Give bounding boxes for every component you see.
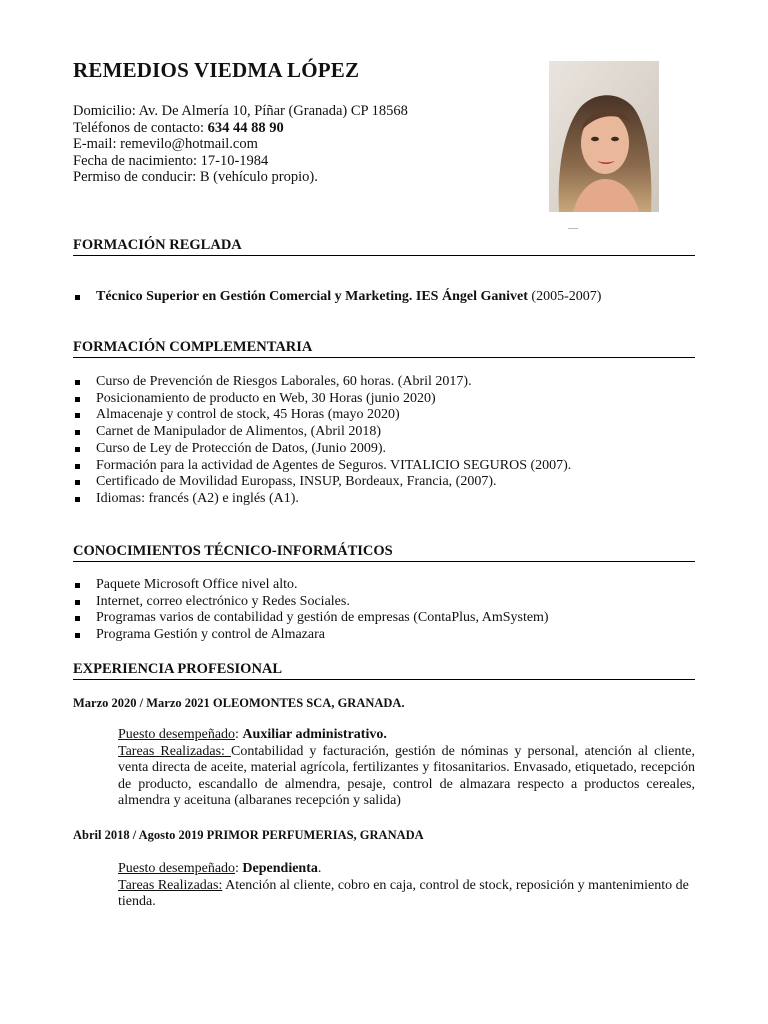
job-header-primor: Abril 2018 / Agosto 2019 PRIMOR PERFUMERIAS, GRANADA — [73, 828, 424, 842]
section-formacion-reglada: FORMACIÓN REGLADA — [73, 237, 695, 256]
list-item: Certificado de Movilidad Europass, INSUP, Bordeaux, Francia, (2007). — [73, 474, 703, 491]
job-body-primor — [118, 861, 695, 911]
tasks-text: Contabilidad y facturación, gestión de nóminas y personal, atención al cliente, venta directa de aceite, material agrícola, fertilizantes y fitosanitarios. Envasado, etiquetado, recepción de producto, escandallo de almendra, pesaje, control de almazara respecto a productos cereales, almendra y aceituna (albaranes recepción y salida) — [118, 743, 695, 809]
address: Domicilio: Av. De Almería 10, Píñar (Granada) CP 18568 — [73, 103, 408, 119]
candidate-name: REMEDIOS VIEDMA LÓPEZ — [73, 58, 360, 82]
tasks-paragraph — [118, 878, 695, 911]
section-formacion-complementaria: FORMACIÓN COMPLEMENTARIA — [73, 339, 695, 358]
position-line: Puesto desempeñado: Dependienta. — [118, 861, 322, 876]
formacion-complementaria-list — [73, 374, 703, 508]
photo-caption-mark — [568, 228, 578, 229]
position-line: Puesto desempeñado: Auxiliar administrativo. — [118, 727, 387, 742]
contact-block — [73, 103, 408, 186]
position-value: Auxiliar administrativo. — [242, 727, 387, 742]
email: E-mail: remevilo@hotmail.com — [73, 136, 258, 152]
section-experiencia: EXPERIENCIA PROFESIONAL — [73, 661, 695, 680]
tasks-label: Tareas Realizadas: — [118, 743, 232, 759]
formacion-reglada-list — [73, 289, 703, 306]
phone-value: 634 44 88 90 — [207, 119, 284, 136]
degree-years: (2005-2007) — [531, 289, 602, 304]
list-item: Curso de Prevención de Riesgos Laborales, 60 horas. (Abril 2017). — [73, 374, 703, 391]
list-item: Programas varios de contabilidad y gestión de empresas (ContaPlus, AmSystem) — [73, 610, 703, 627]
degree-title: Técnico Superior en Gestión Comercial y Marketing. IES Ángel Ganivet — [96, 289, 532, 304]
tasks-label: Tareas Realizadas: — [118, 877, 223, 893]
position-value: Dependienta — [242, 861, 318, 876]
section-conocimientos: CONOCIMIENTOS TÉCNICO-INFORMÁTICOS — [73, 543, 695, 562]
tasks-paragraph — [118, 744, 695, 810]
job-header-oleomontes: Marzo 2020 / Marzo 2021 OLEOMONTES SCA, GRANADA. — [73, 696, 405, 710]
driving-license: Permiso de conducir: B (vehículo propio). — [73, 169, 318, 185]
list-item: Posicionamiento de producto en Web, 30 Horas (junio 2020) — [73, 391, 703, 408]
phone-line — [73, 120, 408, 137]
list-item: Carnet de Manipulador de Alimentos, (Abril 2018) — [73, 424, 703, 441]
tasks-text: Atención al cliente, cobro en caja, control de stock, reposición y mantenimiento de tienda. — [118, 877, 689, 910]
list-item: Curso de Ley de Protección de Datos, (Junio 2009). — [73, 441, 703, 458]
birth-date: Fecha de nacimiento: 17-10-1984 — [73, 152, 269, 169]
list-item: Formación para la actividad de Agentes de Seguros. VITALICIO SEGUROS (2007). — [73, 458, 703, 475]
position-label: Puesto desempeñado — [118, 727, 236, 742]
conocimientos-list — [73, 577, 703, 644]
list-item: Programa Gestión y control de Almazara — [73, 627, 703, 644]
profile-photo — [549, 61, 659, 212]
phone-label: Teléfonos de contacto: — [73, 119, 208, 136]
position-label: Puesto desempeñado — [118, 861, 236, 876]
list-item: Idiomas: francés (A2) e inglés (A1). — [73, 491, 703, 508]
job-body-oleomontes — [118, 727, 695, 810]
list-item: Internet, correo electrónico y Redes Sociales. — [73, 594, 703, 611]
list-item: Almacenaje y control de stock, 45 Horas (mayo 2020) — [73, 407, 703, 424]
profile-photo-icon — [549, 61, 659, 212]
list-item — [73, 289, 703, 306]
list-item: Paquete Microsoft Office nivel alto. — [73, 577, 703, 594]
